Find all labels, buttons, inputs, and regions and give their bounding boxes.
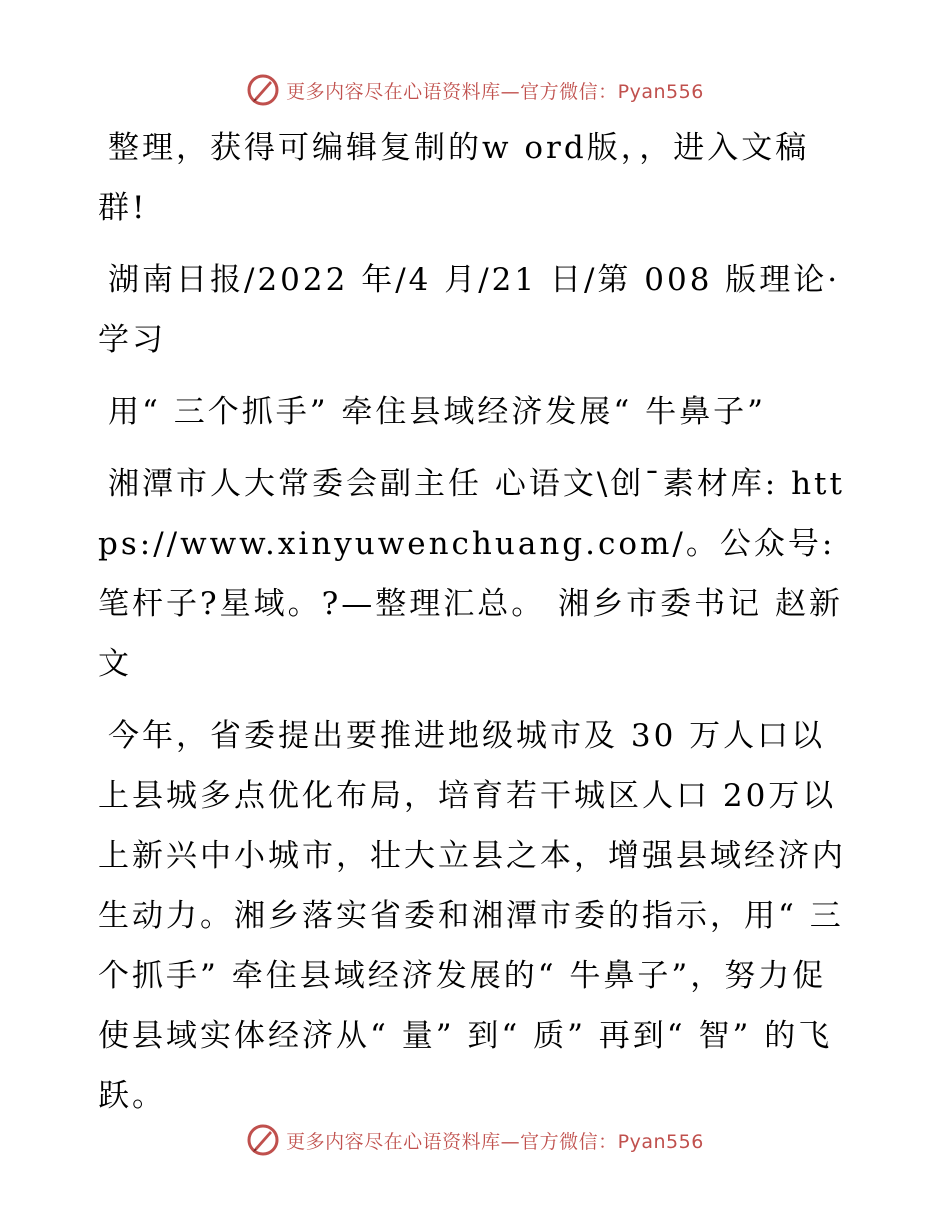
quill-pen-logo-icon [246,1123,280,1157]
header-banner-text: 更多内容尽在心语资料库—官方微信：Pyan556 [286,80,704,103]
intro-line: 整理，获得可编辑复制的w ord版，，进入文稿群! [98,130,810,226]
footer-banner-text: 更多内容尽在心语资料库—官方微信：Pyan556 [286,1130,704,1153]
quill-pen-logo-icon [246,73,280,107]
footer-banner [0,1120,950,1160]
header-banner [0,70,950,110]
body-paragraph: 今年，省委提出要推进地级城市及 30 万人口以上县城多点优化布局，培育若干城区人口 20万以上新兴中小城市，壮大立县之本，增强县域经济内生动力。湘乡落实省委和湘潭市委的指示，用“ 三个抓手” 牵住县域经济发展的“ 牛鼻子”，努力促使县域实体经济从“ 量” 到“ 质” 再到“ 智” 的飞跃。 [98,718,846,1114]
article-title: 用“ 三个抓手” 牵住县域经济发展“ 牛鼻子” [108,394,766,430]
footer-wechat-handle: Pyan556 [617,1130,704,1153]
source-line: 湖南日报/2022 年/4 月/21 日/第 008 版理论·学习 [98,262,841,358]
author-line: 湘潭市人大常委会副主任 心语文\创¯素材库: https://www.xinyuwenchuang.com/。公众号: 笔杆子?星域。?—整理汇总。 湘乡市委书记 赵新文 [98,466,845,682]
document-body [98,118,858,1138]
header-wechat-handle: Pyan556 [617,80,704,103]
